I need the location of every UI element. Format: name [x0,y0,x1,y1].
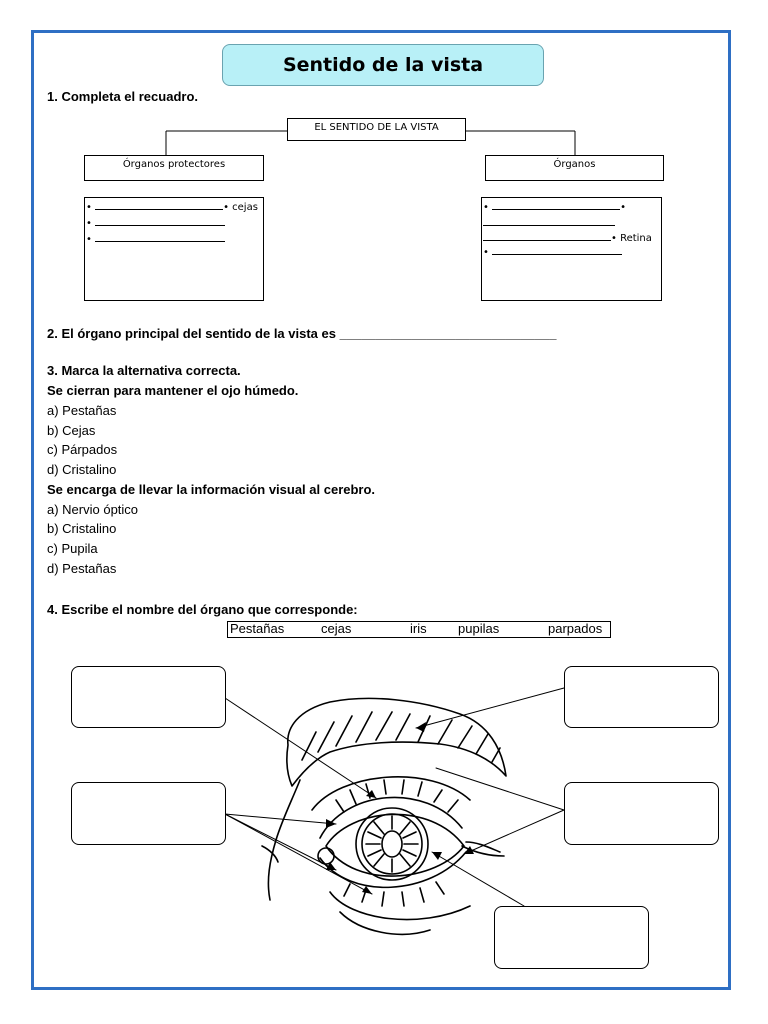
hint-cejas: cejas [232,202,258,213]
list-item[interactable]: • [86,233,225,245]
organs-label: Órganos [553,159,596,170]
answer-box-middle-right[interactable] [564,782,719,845]
q3-2-option-b[interactable]: b) Cristalino [47,521,117,536]
q4-prompt: 4. Escribe el nombre del órgano que corresponde: [47,602,358,617]
word-bank-item: iris [410,621,427,636]
list-item[interactable]: • Retina [483,232,652,244]
hint-retina: Retina [620,233,652,244]
q3-1-option-c[interactable]: c) Párpados [47,442,118,457]
q3-1-option-d[interactable]: d) Cristalino [47,462,117,477]
q2-prompt: 2. El órgano principal del sentido de la vista es ______________________________ [47,326,557,341]
list-item[interactable]: • • [483,202,626,213]
concept-root-label: EL SENTIDO DE LA VISTA [314,122,439,133]
word-bank-item: parpados [548,621,603,636]
worksheet-title: Sentido de la vista [222,44,544,86]
answer-box-middle-left[interactable] [71,782,226,845]
word-bank-item: pupilas [458,621,500,636]
answer-box-bottom[interactable] [494,906,649,969]
answer-box-top-left[interactable] [71,666,226,728]
pupil-shape [382,831,402,857]
word-bank-item: Pestañas [230,621,285,636]
list-item[interactable]: • • cejas [86,202,258,213]
q3-1-option-b[interactable]: b) Cejas [47,423,96,438]
q1-prompt: 1. Completa el recuadro. [47,89,198,104]
q3-prompt: 3. Marca la alternativa correcta. [47,363,241,378]
eyebrow-shape [287,698,506,786]
list-item[interactable]: • [483,246,622,258]
q3-1-option-a[interactable]: a) Pestañas [47,403,117,418]
protective-organs-label: Órganos protectores [122,159,226,170]
q3-2-option-c[interactable]: c) Pupila [47,541,98,556]
q3-question-2: Se encarga de llevar la información visual al cerebro. [47,482,376,497]
answer-box-top-right[interactable] [564,666,719,728]
q3-question-1: Se cierran para mantener el ojo húmedo. [47,383,299,398]
word-bank-item: cejas [321,621,352,636]
q3-2-option-d[interactable]: d) Pestañas [47,561,117,576]
list-item[interactable]: • [86,217,225,229]
q3-2-option-a[interactable]: a) Nervio óptico [47,502,139,517]
